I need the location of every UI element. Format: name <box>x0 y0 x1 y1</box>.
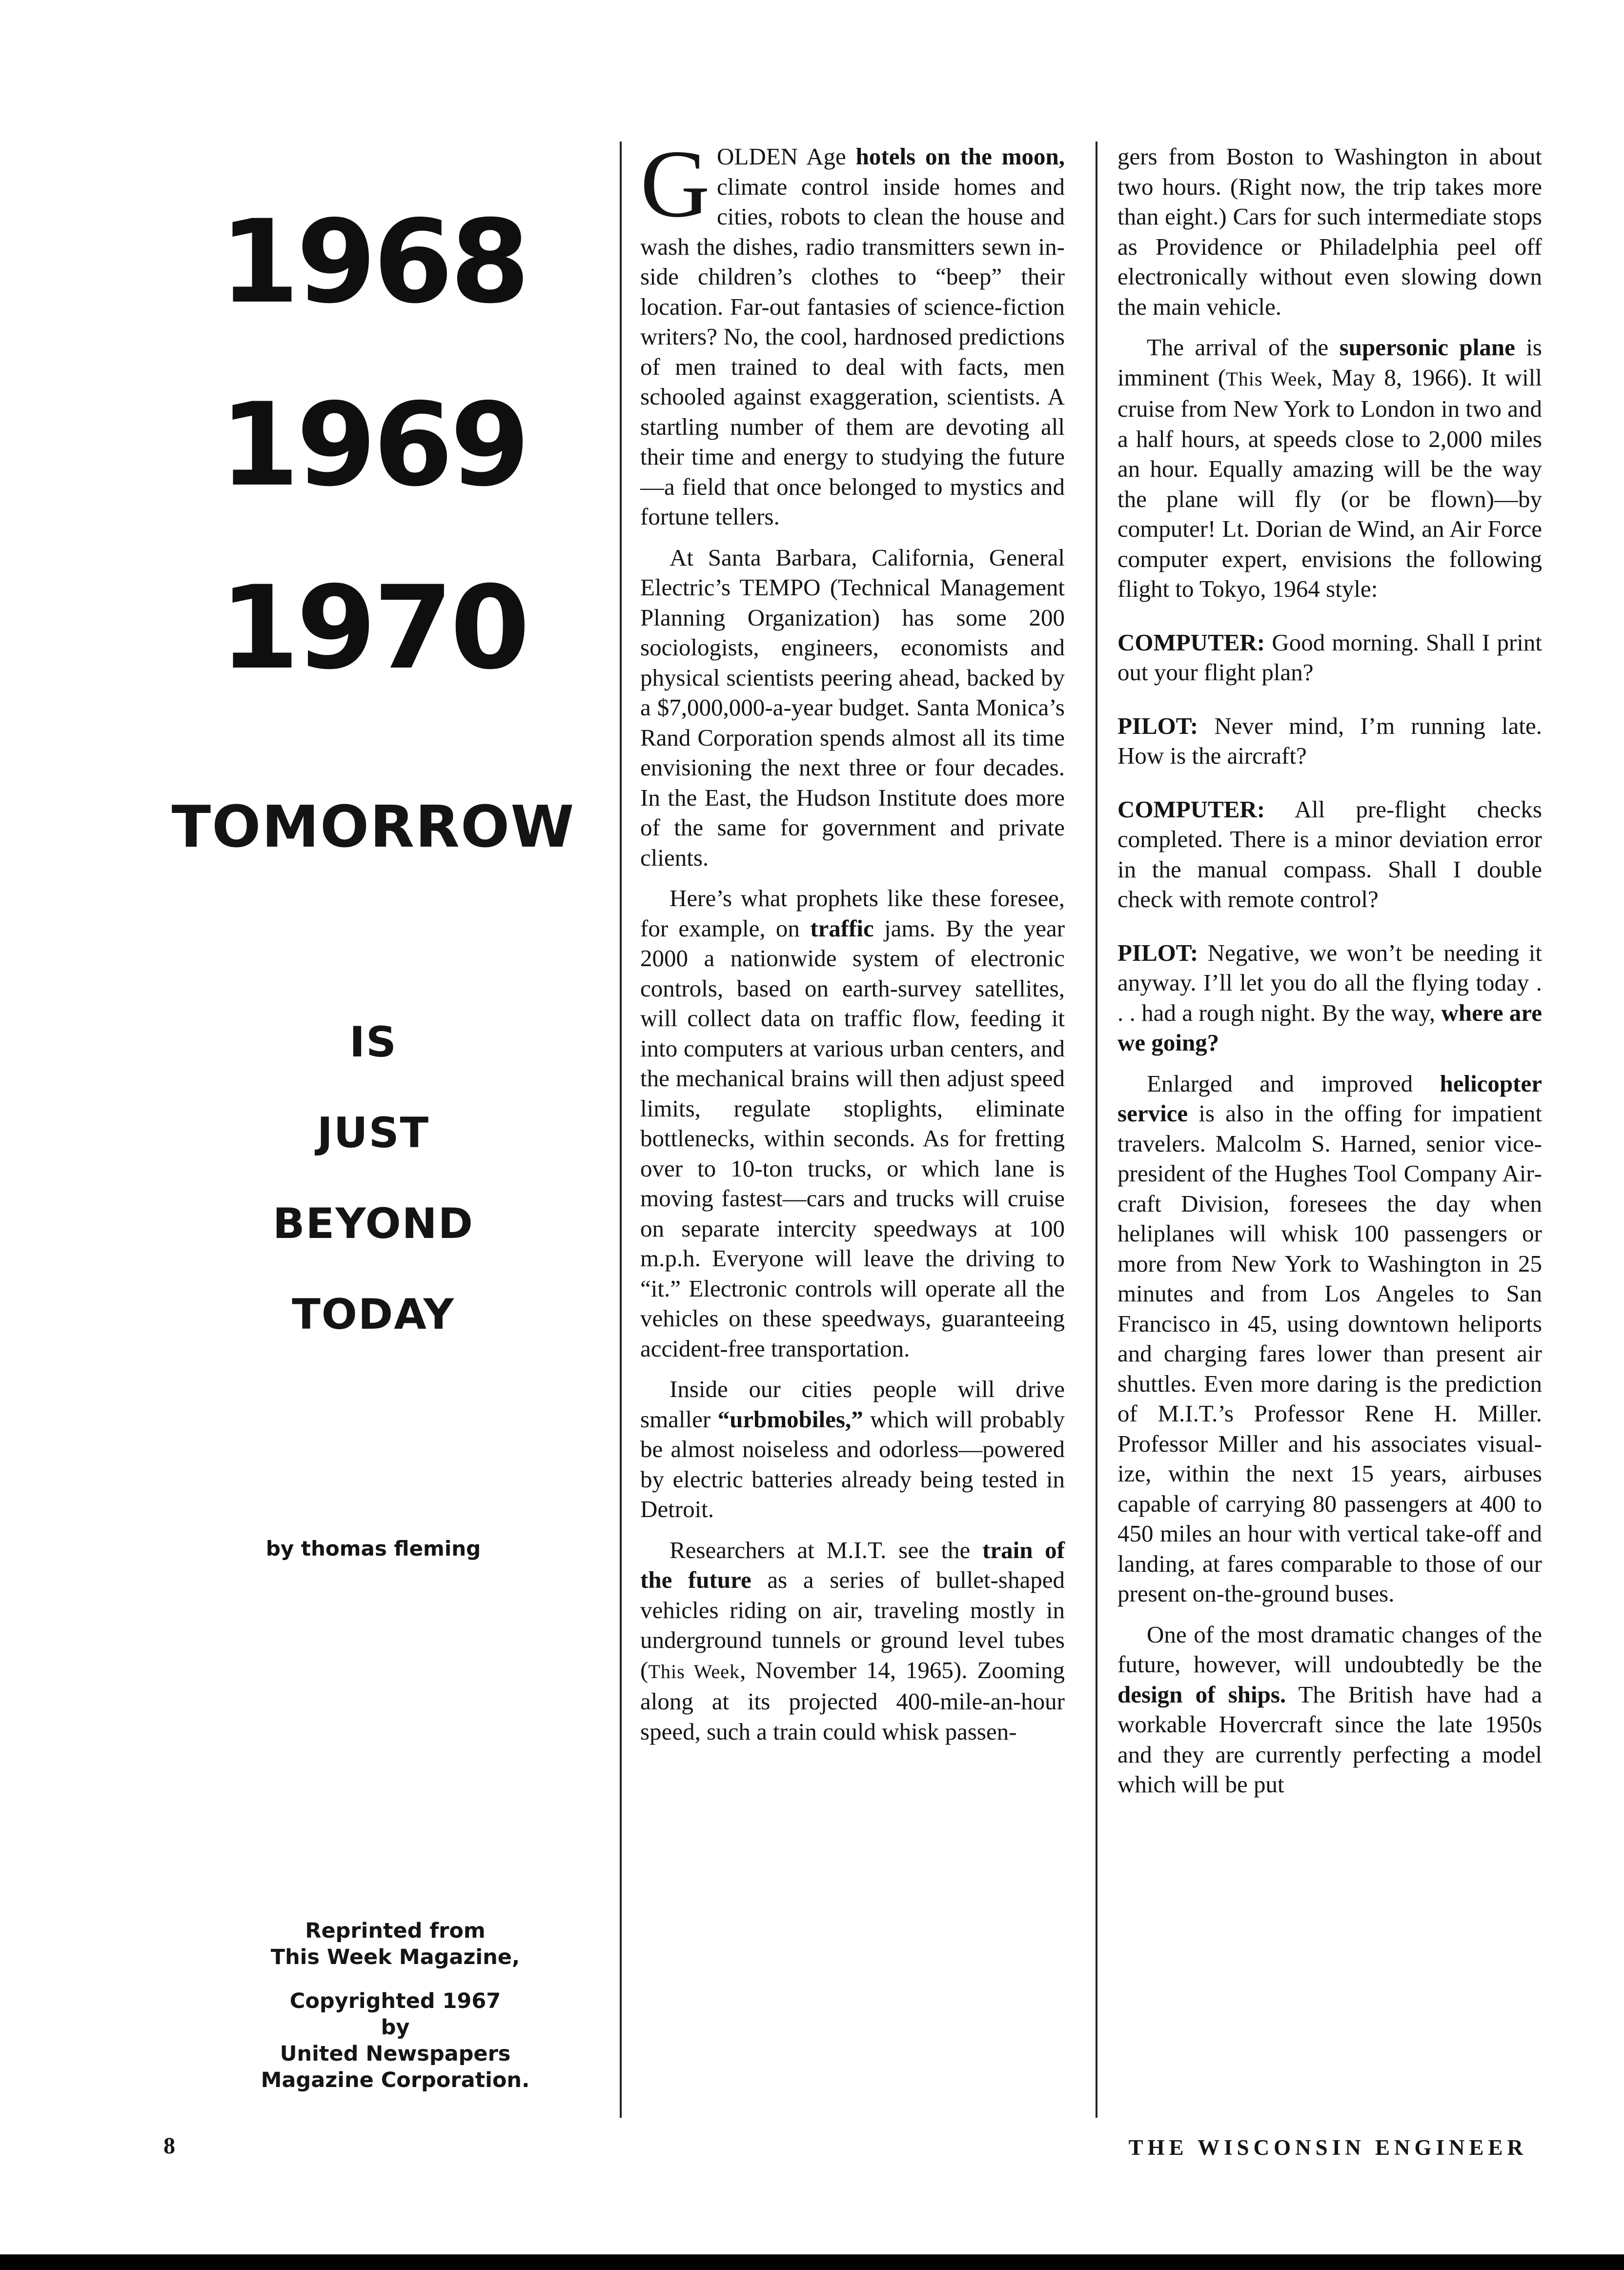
article-paragraph <box>640 883 1065 1363</box>
column-rule-left <box>620 142 622 2118</box>
reprint-line: Reprinted from <box>305 1919 486 1943</box>
article-paragraph <box>640 1535 1065 1747</box>
article-paragraph <box>640 130 1065 532</box>
bold-keyword: traffic <box>810 914 874 942</box>
text-span: Negative, we won’t be needing it anyway. I’ll let you do all the flying today . . . had a rough night. By the way, <box>1117 939 1542 1026</box>
speaker-label: COMPUTER: <box>1117 628 1265 656</box>
scan-edge-bar <box>0 2254 1624 2270</box>
text-span: Enlarged and improved <box>1147 1070 1440 1097</box>
year-1970: 1970 <box>219 562 528 695</box>
article-column-1 <box>640 130 1065 1757</box>
text-span: is imminent ( <box>1117 334 1543 391</box>
reprint-line: This Week Magazine, <box>270 1945 520 1969</box>
small-caps-title: This Week <box>648 1660 740 1682</box>
publication-footer: THE WISCONSIN ENGINEER <box>1128 2135 1527 2160</box>
text-span: Never mind, I’m running late. How is the aircraft? <box>1117 712 1542 769</box>
article-column-2 <box>1117 142 1542 1810</box>
bold-keyword: supersonic plane <box>1339 334 1515 361</box>
text-span: climate control inside homes and cities, robots to clean the house and wash the dishes, radio transmitters sewn inside children’s clothes to “beep” their location. Far-out fantasies of science-fiction writers? No, the cool, hardnosed predictions of men trained to deal with facts, men schooled against exaggeration, scientists. A startling number of them are devoting all their time and energy to studying the future —a field that once belonged to mystics and fortune tellers. <box>640 173 1065 530</box>
page-number: 8 <box>163 2133 175 2159</box>
text-span: Inside our cities people will drive smaller <box>640 1376 1065 1433</box>
year-1968: 1968 <box>219 196 528 329</box>
dialog-line <box>1117 938 1542 1058</box>
headline-is: IS <box>349 1018 397 1067</box>
text-span: All pre-flight checks completed. There is a minor deviation error in the manual compass. Shall I double check with remote control? <box>1117 795 1542 912</box>
small-caps-title: This Week <box>1226 367 1317 390</box>
dialog-line <box>1117 628 1542 688</box>
byline: by thomas fleming <box>265 1537 481 1561</box>
year-1969: 1969 <box>219 379 528 512</box>
headline-beyond: BEYOND <box>273 1199 474 1248</box>
text-span: OLDEN Age <box>717 143 856 170</box>
bold-keyword: train of the future <box>640 1536 1065 1593</box>
bold-keyword: hotels on the moon, <box>855 143 1065 170</box>
reprint-note <box>205 1918 586 2093</box>
text-span: , November 14, 1965). Zooming along at its projected 400-mile-an-hour speed, such a train could whisk passen- <box>640 1656 1065 1745</box>
bold-keyword: helicopter service <box>1117 1070 1542 1127</box>
bold-keyword: design of ships. <box>1117 1681 1286 1708</box>
article-paragraph <box>640 1374 1065 1524</box>
article-paragraph <box>1117 332 1542 604</box>
text-span: which will probably be almost noiseless and odorless—powered by electric batteries already being tested in Detroit. <box>640 1405 1065 1522</box>
copyright-line: Magazine Corporation. <box>261 2068 530 2092</box>
text-span: Good morning. Shall I print out your flight plan? <box>1117 628 1542 686</box>
copyright-line: United Newspapers <box>280 2042 511 2066</box>
column-rule-right <box>1096 142 1097 2118</box>
headline-just: JUST <box>317 1109 430 1157</box>
text-span: jams. By the year 2000 a nationwide system of electronic controls, based on earth-survey satellites, will collect data on traffic flow, feeding it into computers at various urban centers, and the mechanical brains will then adjust speed limits, regulate stoplights, eliminate bottlenecks, within seconds. As for fretting over to 10-ton trucks, or which lane is moving fastest—cars and trucks will cruise on separate intercity speedways at 100 m.p.h. Everyone will leave the driving to “it.” Electronic controls will operate all the vehicles on these speedways, guaranteeing accident-free transportation. <box>640 914 1065 1362</box>
dialog-line <box>1117 711 1542 771</box>
headline-today: TODAY <box>292 1290 455 1339</box>
bold-keyword: “urbmobiles,” <box>717 1405 863 1433</box>
article-paragraph: At Santa Barbara, California, General Electric’s TEMPO (Technical Management Planning Organization) has some 200 sociologists, engineers, economists and physical scientists peering ahead, backed by a $7,000,000-a-year budget. Santa Monica’s Rand Corporation spends almost all its time envisioning the next three or four decades. In the East, the Hudson Institute does more of the same for government and private clients. <box>640 544 1065 871</box>
copyright-line: by <box>381 2015 410 2040</box>
article-paragraph <box>1117 1620 1542 1800</box>
text-span: is also in the offing for impatient travelers. Malcolm S. Harned, senior vice-president of the Hughes Tool Company Aircraft Division, foresees the day when heliplanes will whisk 100 passengers or more from New York to Washington in 25 minutes and from Los Angeles to San Francisco in 45, using downtown heliports and charging fares lower than present air shuttles. Even more daring is the prediction of M.I.T.’s Professor Rene H. Miller. Professor Miller and his associates visualize, within the next 15 years, airbuses capable of carrying 80 passengers at 400 to 450 miles an hour with vertical take-off and landing, at fares comparable to those of our present on-the-ground buses. <box>1117 1100 1542 1607</box>
title-block <box>146 196 600 1561</box>
bold-keyword: where are we going? <box>1117 999 1542 1056</box>
text-span: The British have had a workable Hovercraft since the late 1950s and they are currently perfecting a model which will be put <box>1117 1681 1542 1798</box>
speaker-label: PILOT: <box>1117 939 1198 966</box>
text-span: Here’s what prophets like these foresee, for example, on <box>640 885 1065 942</box>
text-span: , May 8, 1966). It will cruise from New York to London in two and a half hours, at speeds close to 2,000 miles an hour. Equally amazing will be the way the plane will fly (or be flown)—by computer! Lt. Dorian de Wind, an Air Force computer expert, envisions the following flight to Tokyo, 1964 style: <box>1117 364 1543 602</box>
speaker-label: COMPUTER: <box>1117 795 1265 823</box>
headline-tomorrow: TOMORROW <box>171 793 575 860</box>
text-span: Researchers at M.I.T. see the <box>670 1536 983 1563</box>
copyright-line: Copyrighted 1967 <box>289 1989 501 2013</box>
text-span: as a series of bullet-shaped vehicles riding on air, traveling mostly in underground tunnels or ground level tubes ( <box>640 1566 1065 1683</box>
speaker-label: PILOT: <box>1117 712 1198 739</box>
drop-cap: G <box>640 130 710 237</box>
dialog-line <box>1117 794 1542 914</box>
article-paragraph: gers from Boston to Washington in about two hours. (Right now, the trip takes more than eight.) Cars for such intermediate stops as Providence or Philadelphia peel off electronically without even slowing down the main vehicle. <box>1117 143 1542 320</box>
article-paragraph <box>1117 1069 1542 1609</box>
text-span: One of the most dramatic changes of the future, however, will undoubtedly be the <box>1117 1621 1542 1678</box>
text-span: The arrival of the <box>1147 334 1340 361</box>
